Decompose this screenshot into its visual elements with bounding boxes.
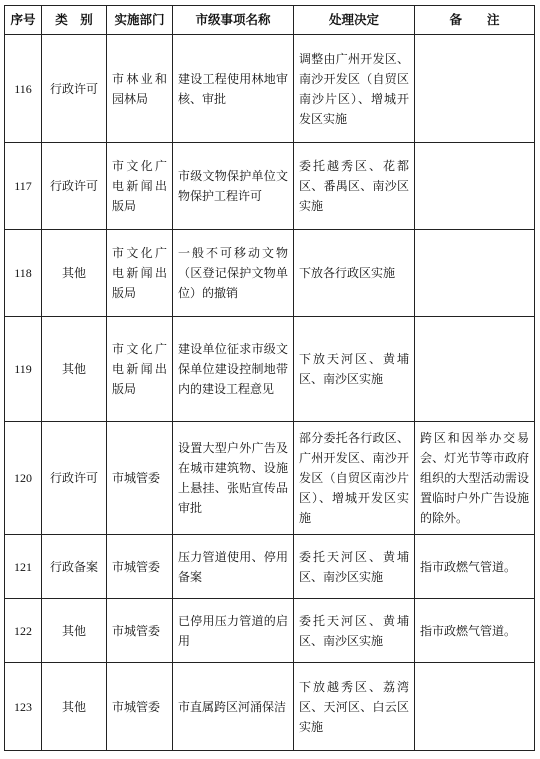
row-name: 一般不可移动文物（区登记保护文物单位）的撤销 — [173, 230, 294, 317]
row-dept: 市文化广电新闻出版局 — [107, 317, 173, 422]
row-type: 其他 — [42, 599, 107, 663]
row-decision: 调整由广州开发区、南沙开发区（自贸区南沙片区）、增城开发区实施 — [294, 35, 415, 143]
table-row — [5, 143, 535, 230]
row-type: 行政许可 — [42, 422, 107, 535]
row-dept: 市城管委 — [107, 599, 173, 663]
row-decision: 委托天河区、黄埔区、南沙区实施 — [294, 535, 415, 599]
col-header-remark: 备 注 — [415, 6, 535, 35]
table-row — [5, 230, 535, 317]
row-decision: 委托越秀区、花都区、番禺区、南沙区实施 — [294, 143, 415, 230]
row-name: 市级文物保护单位文物保护工程许可 — [173, 143, 294, 230]
col-header-decision: 处理决定 — [294, 6, 415, 35]
row-decision: 下放各行政区实施 — [294, 230, 415, 317]
row-name: 建设工程使用林地审核、审批 — [173, 35, 294, 143]
col-header-name: 市级事项名称 — [173, 6, 294, 35]
row-dept: 市文化广电新闻出版局 — [107, 230, 173, 317]
table-row — [5, 317, 535, 422]
row-name: 已停用压力管道的启用 — [173, 599, 294, 663]
row-decision: 委托天河区、黄埔区、南沙区实施 — [294, 599, 415, 663]
row-type: 行政许可 — [42, 35, 107, 143]
row-no: 119 — [5, 317, 42, 422]
row-dept: 市文化广电新闻出版局 — [107, 143, 173, 230]
col-header-no: 序号 — [5, 6, 42, 35]
row-decision: 部分委托各行政区、广州开发区、南沙开发区（自贸区南沙片区）、增城开发区实施 — [294, 422, 415, 535]
row-type: 行政备案 — [42, 535, 107, 599]
row-remark: 跨区和因举办交易会、灯光节等市政府组织的大型活动需设置临时户外广告设施的除外。 — [415, 422, 535, 535]
row-remark — [415, 663, 535, 751]
row-no: 120 — [5, 422, 42, 535]
table-row — [5, 35, 535, 143]
row-remark: 指市政燃气管道。 — [415, 535, 535, 599]
row-dept: 市城管委 — [107, 535, 173, 599]
row-remark — [415, 230, 535, 317]
row-dept: 市城管委 — [107, 663, 173, 751]
row-no: 116 — [5, 35, 42, 143]
matters-table — [4, 5, 535, 751]
row-name: 市直属跨区河涌保洁 — [173, 663, 294, 751]
row-decision: 下放天河区、黄埔区、南沙区实施 — [294, 317, 415, 422]
row-no: 123 — [5, 663, 42, 751]
row-name: 设置大型户外广告及在城市建筑物、设施上悬挂、张贴宣传品审批 — [173, 422, 294, 535]
row-name: 压力管道使用、停用备案 — [173, 535, 294, 599]
table-row — [5, 663, 535, 751]
row-type: 其他 — [42, 317, 107, 422]
table-row — [5, 535, 535, 599]
row-dept: 市城管委 — [107, 422, 173, 535]
row-remark — [415, 317, 535, 422]
row-remark — [415, 35, 535, 143]
row-dept: 市林业和园林局 — [107, 35, 173, 143]
row-type: 行政许可 — [42, 143, 107, 230]
col-header-type: 类 别 — [42, 6, 107, 35]
row-type: 其他 — [42, 663, 107, 751]
row-remark: 指市政燃气管道。 — [415, 599, 535, 663]
col-header-dept: 实施部门 — [107, 6, 173, 35]
header-row — [5, 6, 535, 35]
row-no: 118 — [5, 230, 42, 317]
table-row — [5, 422, 535, 535]
row-decision: 下放越秀区、荔湾区、天河区、白云区实施 — [294, 663, 415, 751]
row-no: 122 — [5, 599, 42, 663]
row-type: 其他 — [42, 230, 107, 317]
table-row — [5, 599, 535, 663]
row-remark — [415, 143, 535, 230]
row-no: 117 — [5, 143, 42, 230]
row-name: 建设单位征求市级文保单位建设控制地带内的建设工程意见 — [173, 317, 294, 422]
row-no: 121 — [5, 535, 42, 599]
